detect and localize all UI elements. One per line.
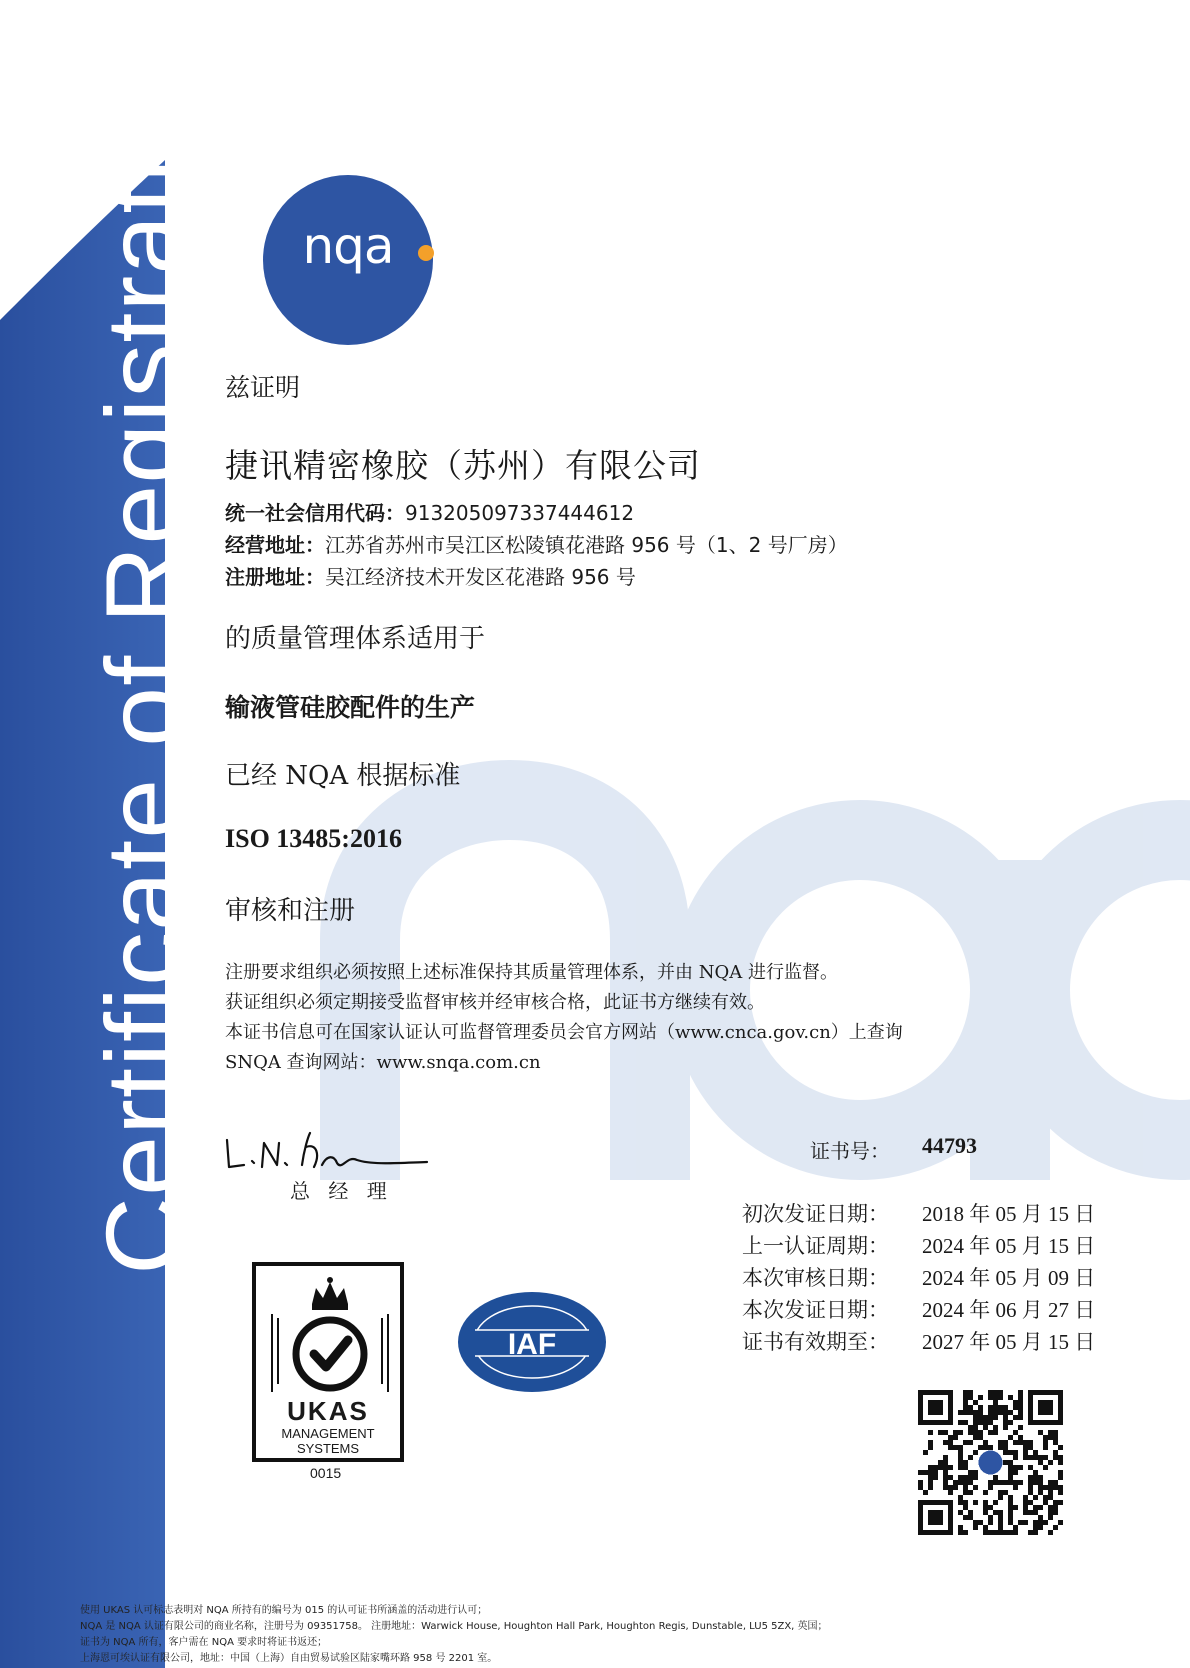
standard-name: ISO 13485:2016 [225, 824, 402, 853]
footer-line: 上海恩可埃认证有限公司，地址：中国（上海）自由贸易试验区陆家嘴环路 958 号 2201 室。 [80, 1653, 498, 1664]
nqa-logo [263, 175, 433, 345]
qr-code [918, 1390, 1063, 1535]
ukas-sub1: MANAGEMENT [281, 1426, 375, 1441]
credit-code-line [225, 497, 634, 526]
registered-address-line [225, 561, 636, 590]
registered-address-value: 吴江经济技术开发区花港路 956 号 [325, 565, 636, 589]
date-value: 2018 年 05 月 15 日 [922, 1202, 1096, 1226]
business-address-value: 江苏省苏州市吴江区松陵镇花港路 956 号（1、2 号厂房） [325, 533, 848, 557]
business-address-label: 经营地址： [225, 533, 325, 557]
standard-lead: 已经 NQA 根据标准 [225, 761, 461, 791]
ukas-number: 0015 [310, 1465, 342, 1481]
footer-line: NQA 是 NQA 认证有限公司的商业名称，注册号为 09351758。 注册地址：Warwick House, Houghton Hall Park, Houghton Regis, Dunstable, LU5 5ZX, 英国； [80, 1621, 828, 1632]
note-line: 注册要求组织必须按照上述标准保持其质量管理体系，并由 NQA 进行监督。 [225, 962, 838, 983]
scope-text: 输液管硅胶配件的生产 [225, 693, 476, 722]
note-line: 本证书信息可在国家认证认可监督管理委员会官方网站（www.cnca.gov.cn）上查询 [225, 1022, 903, 1043]
date-label: 本次发证日期： [742, 1298, 889, 1322]
logo-text: nqa [302, 217, 394, 275]
scope-lead: 的质量管理体系适用于 [225, 624, 486, 654]
registered-address-label: 注册地址： [225, 565, 325, 589]
iaf-word: IAF [507, 1328, 557, 1361]
company-name: 捷讯精密橡胶（苏州）有限公司 [225, 446, 701, 485]
date-value: 2024 年 05 月 15 日 [922, 1234, 1096, 1258]
date-label: 上一认证周期： [742, 1234, 889, 1258]
date-label: 证书有效期至： [742, 1330, 889, 1354]
handwritten-signature [222, 1125, 432, 1180]
date-label: 初次发证日期： [742, 1202, 889, 1226]
vertical-title: Certificate of Registration [83, 35, 204, 1275]
date-label: 本次审核日期： [742, 1266, 889, 1290]
note-line: 获证组织必须定期接受监督审核并经审核合格，此证书方继续有效。 [225, 992, 765, 1013]
ukas-sub2: SYSTEMS [296, 1441, 360, 1456]
ukas-mark [252, 1262, 404, 1462]
iaf-logo [455, 1290, 610, 1395]
footer-line: 使用 UKAS 认可标志表明对 NQA 所持有的编号为 015 的认可证书所涵盖的活动进行认可； [80, 1605, 488, 1616]
credit-code-label: 统一社会信用代码： [225, 501, 405, 525]
business-address-line [225, 529, 848, 558]
logo-dot [418, 245, 434, 261]
footer-line: 证书为 NQA 所有，客户需在 NQA 要求时将证书返还； [80, 1637, 328, 1648]
signer-title: 总 经 理 [290, 1179, 393, 1203]
credit-code-value: 91320509733744461​2 [405, 501, 635, 525]
date-value: 2027 年 05 月 15 日 [922, 1330, 1096, 1354]
cert-number-label: 证书号： [810, 1139, 890, 1163]
note-line: SNQA 查询网站：www.snqa.com.cn [225, 1052, 541, 1073]
cert-number: 44793 [922, 1133, 977, 1158]
audit-text: 审核和注册 [225, 896, 356, 926]
ukas-word: UKAS [287, 1396, 369, 1426]
qr-center-logo [979, 1451, 1003, 1475]
footer-notes [80, 1603, 828, 1667]
crown-tick-icon [266, 1274, 394, 1392]
date-value: 2024 年 05 月 09 日 [922, 1266, 1096, 1290]
date-value: 2024 年 06 月 27 日 [922, 1298, 1096, 1322]
intro-text: 兹证明 [225, 373, 301, 402]
